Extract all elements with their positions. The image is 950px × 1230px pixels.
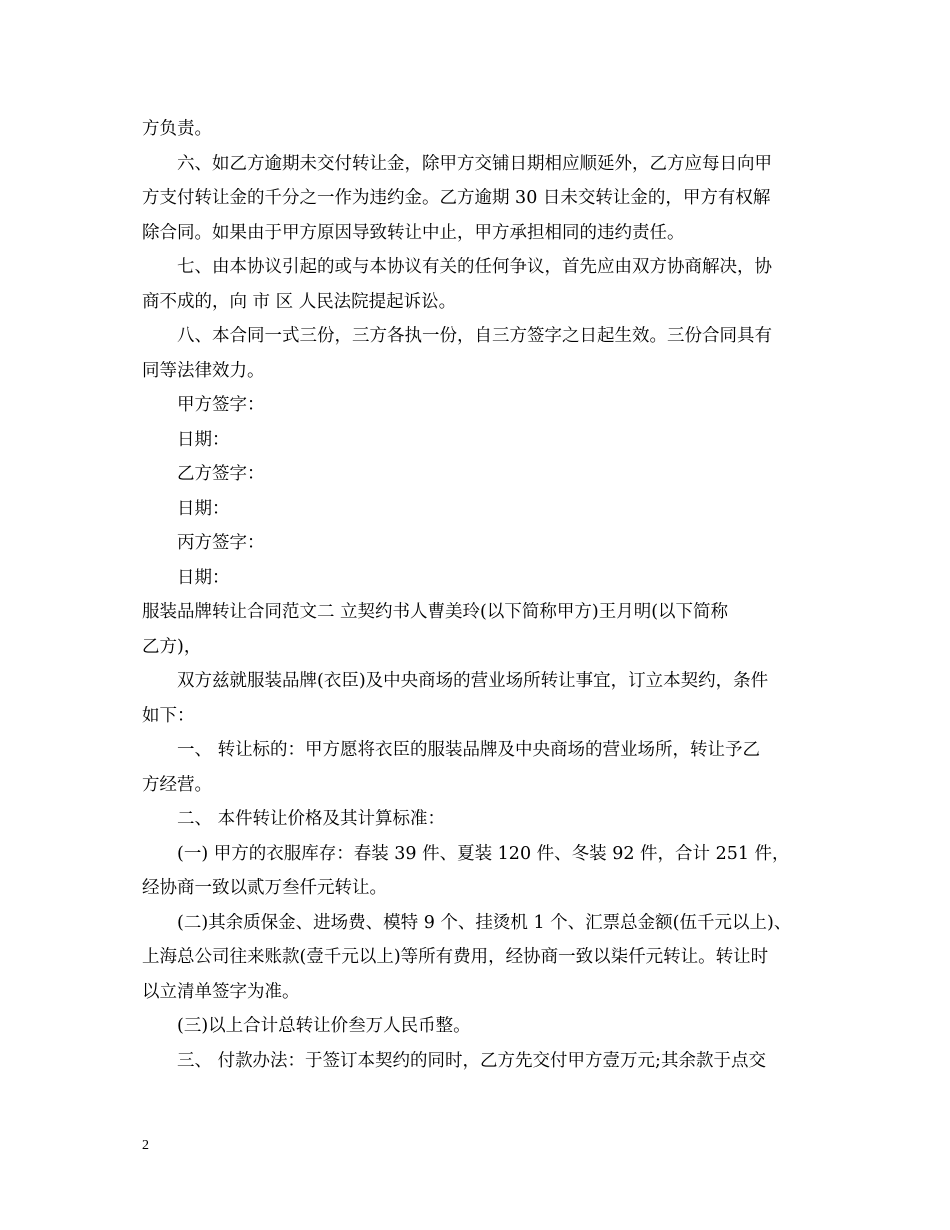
text-line: 一、 转让标的：甲方愿将衣臣的服装品牌及中央商场的营业场所，转让予乙: [177, 740, 761, 760]
text-line: 日期：: [177, 498, 230, 519]
text-line: 丙方签字：: [177, 533, 265, 553]
text-line: 双方兹就服装品牌(衣臣)及中央商场的营业场所转让事宜，订立本契约，条件: [177, 671, 769, 691]
text-line: 除合同。如果由于甲方原因导致转让中止，甲方承担相同的违约责任。: [142, 222, 685, 243]
text-line: 八、本合同一式三份，三方各执一份，自三方签字之日起生效。三份合同具有: [177, 326, 772, 346]
text-line: (一) 甲方的衣服库存：春装 39 件、夏装 120 件、冬装 92 件，合计 251 件，: [177, 843, 790, 864]
text-line: 方支付转让金的千分之一作为违约金。乙方逾期 30 日未交转让金的，甲方有权解: [142, 188, 771, 208]
text-line: 七、由本协议引起的或与本协议有关的任何争议，首先应由双方协商解决，协: [177, 257, 772, 277]
text-line: 乙方)，: [142, 636, 202, 657]
text-line: 服装品牌转让合同范文二 立契约书人曹美玲(以下简称甲方)王月明(以下简称: [142, 602, 729, 622]
text-line: 上海总公司往来账款(壹千元以上)等所有费用，经协商一致以柒仟元转让。转让时: [142, 947, 769, 967]
text-line: 甲方签字：: [177, 395, 265, 415]
text-line: 同等法律效力。: [142, 360, 265, 381]
text-line: 方经营。: [142, 774, 212, 795]
text-line: 二、 本件转让价格及其计算标准：: [177, 809, 446, 829]
text-line: (二)其余质保金、进场费、模特 9 个、挂烫机 1 个、汇票总金额(伍千元以上)、: [177, 912, 792, 933]
text-line: 方负责。: [142, 119, 212, 139]
text-line: 乙方签字：: [177, 464, 265, 484]
page-number: 2: [142, 1138, 149, 1153]
text-line: 日期：: [177, 429, 230, 450]
text-line: 以立清单签字为准。: [142, 981, 300, 1002]
text-line: 如下：: [142, 705, 195, 726]
document-body: [142, 112, 822, 1078]
text-line: 三、 付款办法：于签订本契约的同时，乙方先交付甲方壹万元;其余款于点交: [177, 1050, 766, 1071]
text-line: 商不成的，向 市 区 人民法院提起诉讼。: [142, 291, 457, 312]
text-line: 日期：: [177, 567, 230, 588]
text-line: 经协商一致以贰万叁仟元转让。: [142, 878, 387, 898]
text-line: (三)以上合计总转让价叁万人民币整。: [177, 1016, 471, 1036]
text-line: 六、如乙方逾期未交付转让金，除甲方交铺日期相应顺延外，乙方应每日向甲: [177, 153, 772, 174]
